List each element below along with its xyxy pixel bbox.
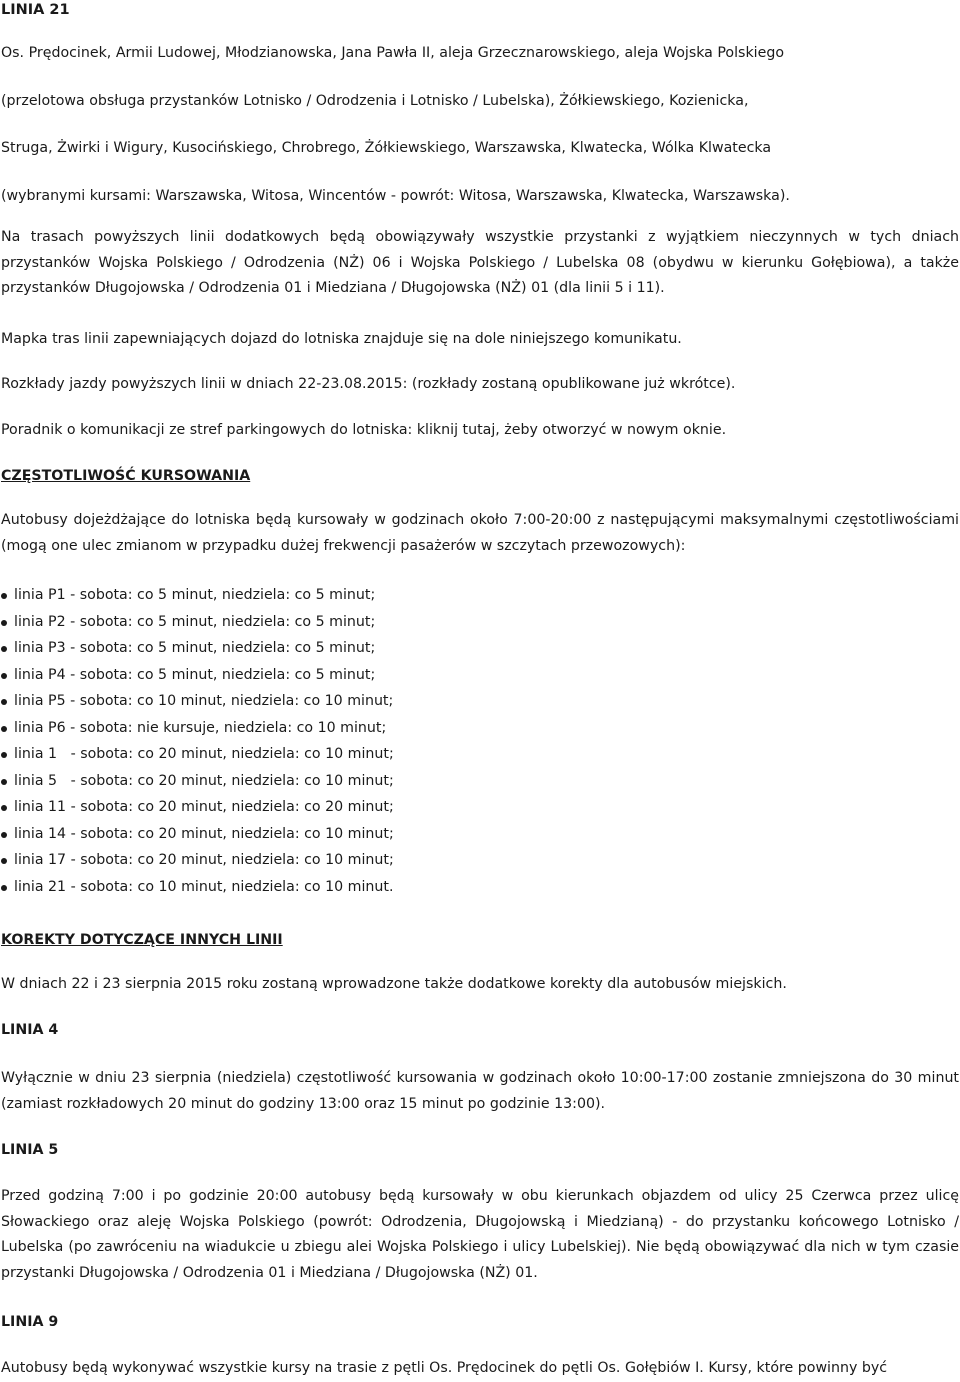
bullet-icon xyxy=(1,832,7,838)
guide-paragraph[interactable]: Poradnik o komunikacji ze stref parkingowych do lotniska: kliknij tutaj, żeby otworzyć w nowym oknie. xyxy=(1,422,727,438)
bullet-icon xyxy=(1,752,7,758)
linia4-text-block xyxy=(1,1066,959,1117)
route-line: Os. Prędocinek, Armii Ludowej, Młodzianowska, Jana Pawła II, aleja Grzecznarowskiego, aleja Wojska Polskiego xyxy=(1,45,785,61)
bullet-icon xyxy=(1,699,7,705)
timetable-paragraph-block xyxy=(1,372,959,398)
corrections-title: KOREKTY DOTYCZĄCE INNYCH LINII xyxy=(1,932,283,948)
list-item-text: linia P1 - sobota: co 5 minut, niedziela: co 5 minut; xyxy=(14,587,376,603)
list-item-text: linia 5 - sobota: co 20 minut, niedziela: co 10 minut; xyxy=(14,772,394,789)
list-item-text: linia 1 - sobota: co 20 minut, niedziela: co 10 minut; xyxy=(14,746,394,762)
linia21-route xyxy=(1,30,959,220)
list-item-text: linia 14 - sobota: co 20 minut, niedziela: co 10 minut; xyxy=(14,825,394,842)
map-paragraph: Mapka tras linii zapewniających dojazd do lotniska znajduje się na dole niniejszego komunikatu. xyxy=(1,331,682,347)
bullet-icon xyxy=(1,673,7,679)
timetable-paragraph: Rozkłady jazdy powyższych linii w dniach 22-23.08.2015: (rozkłady zostaną opublikowane już wkrótce). xyxy=(1,376,736,392)
map-paragraph-block xyxy=(1,327,959,353)
corrections-heading-block xyxy=(1,928,959,954)
bullet-icon xyxy=(1,805,7,811)
route-line: (wybranymi kursami: Warszawska, Witosa, Wincentów - powrót: Witosa, Warszawska, Klwatecka, Warszawska). xyxy=(1,187,790,204)
list-item xyxy=(1,688,959,715)
list-item-text: linia P5 - sobota: co 10 minut, niedziela: co 10 minut; xyxy=(14,693,394,709)
linia5-heading-block xyxy=(1,1138,959,1164)
list-item xyxy=(1,821,959,848)
linia5-title: LINIA 5 xyxy=(1,1142,59,1158)
route-line: Struga, Żwirki i Wigury, Kusocińskiego, Chrobrego, Żółkiewskiego, Warszawska, Klwatecka, Wólka Klwatecka xyxy=(1,140,772,156)
list-item xyxy=(1,582,959,609)
frequency-intro: Autobusy dojeżdżające do lotniska będą kursowały w godzinach około 7:00-20:00 z następującymi maksymalnymi częstotliwościami (mogą one ulec zmianom w przypadku dużej frekwencji pasażerów w szczytach przewozowych): xyxy=(1,512,959,554)
list-item xyxy=(1,662,959,689)
list-item-text: linia 17 - sobota: co 20 minut, niedziela: co 10 minut; xyxy=(14,852,394,868)
list-item xyxy=(1,741,959,768)
bullet-icon xyxy=(1,858,7,864)
linia4-title: LINIA 4 xyxy=(1,1022,59,1038)
list-item-text: linia 11 - sobota: co 20 minut, niedziela: co 20 minut; xyxy=(14,799,394,815)
linia9-text-block xyxy=(1,1356,959,1382)
linia9-text: Autobusy będą wykonywać wszystkie kursy na trasie z pętli Os. Prędocinek do pętli Os. Gołębiów I. Kursy, które powinny być xyxy=(1,1360,888,1376)
list-item xyxy=(1,794,959,821)
linia4-text: Wyłącznie w dniu 23 sierpnia (niedziela) częstotliwość kursowania w godzinach około 10:00-17:00 zostanie zmniejszona do 30 minut (zamiast rozkładowych 20 minut do godziny 13:00 oraz 15 minut po godzinie 13:00). xyxy=(1,1070,959,1112)
linia5-text-block xyxy=(1,1184,959,1286)
bullet-icon xyxy=(1,646,7,652)
corrections-intro: W dniach 22 i 23 sierpnia 2015 roku zostaną wprowadzone także dodatkowe korekty dla autobusów miejskich. xyxy=(1,976,787,992)
frequency-intro-block xyxy=(1,508,959,559)
list-item xyxy=(1,874,959,901)
corrections-intro-block xyxy=(1,972,959,998)
linia5-text: Przed godziną 7:00 i po godzinie 20:00 autobusy będą kursowały w obu kierunkach objazdem od ulicy 25 Czerwca przez ulicę Słowackiego oraz aleję Wojska Polskiego (powrót: Odrodzenia, Długojowską i Miedzianą) - do przystanku końcowego Lotnisko / Lubelska (po zawróceniu na wiadukcie u zbiegu alei Wojska Polskiego i ulicy Lubelskiej). Nie będą obowiązywać dla nich w tym czasie przystanki Długojowska / Odrodzenia 01 i Miedziana / Długojowska (NŻ) 01. xyxy=(1,1188,959,1281)
frequency-list xyxy=(1,582,959,900)
bullet-icon xyxy=(1,593,7,599)
linia9-heading-block xyxy=(1,1310,959,1336)
frequency-title: CZĘSTOTLIWOŚĆ KURSOWANIA xyxy=(1,468,251,484)
linia21-title: LINIA 21 xyxy=(1,2,70,18)
bullet-icon xyxy=(1,885,7,891)
list-item xyxy=(1,768,959,795)
list-item-text: linia P3 - sobota: co 5 minut, niedziela: co 5 minut; xyxy=(14,640,376,656)
route-line: (przelotowa obsługa przystanków Lotnisko / Odrodzenia i Lotnisko / Lubelska), Żółkiewskiego, Kozienicka, xyxy=(1,92,749,109)
list-item-text: linia P6 - sobota: nie kursuje, niedziela: co 10 minut; xyxy=(14,719,387,736)
linia9-title: LINIA 9 xyxy=(1,1314,59,1330)
bullet-icon xyxy=(1,620,7,626)
stops-paragraph-block xyxy=(1,225,959,302)
list-item xyxy=(1,847,959,874)
frequency-list-block xyxy=(1,582,959,900)
guide-paragraph-block xyxy=(1,418,959,444)
bullet-icon xyxy=(1,779,7,785)
list-item xyxy=(1,715,959,742)
linia4-heading-block xyxy=(1,1018,959,1044)
list-item-text: linia 21 - sobota: co 10 minut, niedziela: co 10 minut. xyxy=(14,878,394,895)
linia21-section xyxy=(1,0,959,20)
frequency-heading-block xyxy=(1,464,959,490)
list-item-text: linia P4 - sobota: co 5 minut, niedziela: co 5 minut; xyxy=(14,666,376,683)
list-item xyxy=(1,635,959,662)
stops-paragraph: Na trasach powyższych linii dodatkowych będą obowiązywały wszystkie przystanki z wyjątkiem nieczynnych w tych dniach przystanków Wojska Polskiego / Odrodzenia (NŻ) 06 i Wojska Polskiego / Lubelska 08 (obydwu w kierunku Gołębiowa), a także przystanków Długojowska / Odrodzenia 01 i Miedziana / Długojowska (NŻ) 01 (dla linii 5 i 11). xyxy=(1,229,959,296)
list-item-text: linia P2 - sobota: co 5 minut, niedziela: co 5 minut; xyxy=(14,613,376,630)
list-item xyxy=(1,609,959,636)
bullet-icon xyxy=(1,726,7,732)
